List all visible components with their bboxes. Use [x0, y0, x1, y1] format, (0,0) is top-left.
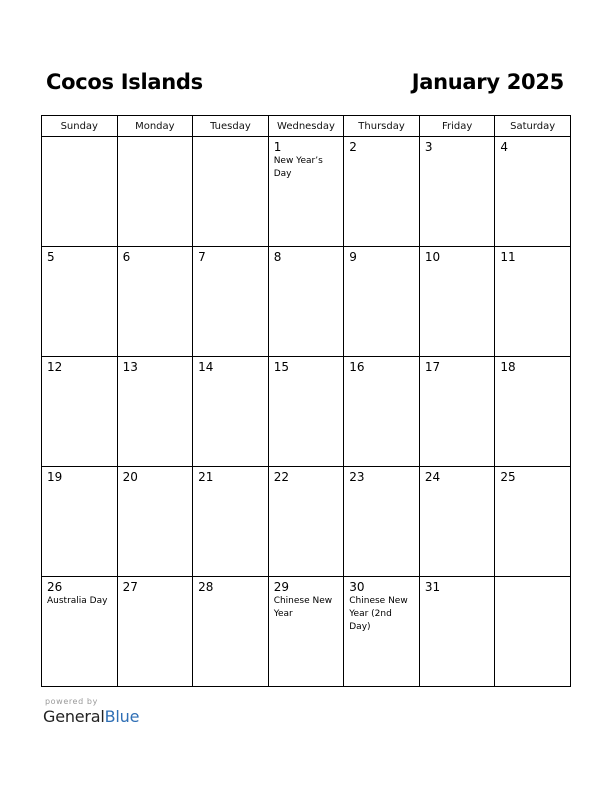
holiday-label	[420, 154, 495, 155]
day-number: 4	[500, 140, 509, 154]
holiday-label	[193, 140, 268, 141]
day-cell	[419, 247, 495, 357]
day-number: 9	[349, 250, 357, 264]
day-number: 27	[122, 580, 138, 594]
holiday-label	[269, 374, 344, 375]
holiday-label: Australia Day	[47, 596, 108, 606]
holiday-label	[193, 264, 268, 265]
day-cell	[117, 137, 193, 247]
day-cell	[193, 247, 269, 357]
day-cell	[42, 467, 118, 577]
holiday-label	[344, 264, 419, 265]
holiday-label: Chinese New Year	[273, 596, 333, 619]
holiday-label: Chinese New Year (2nd Day)	[349, 596, 408, 632]
day-cell	[117, 577, 193, 687]
day-number: 12	[47, 360, 63, 374]
day-cell	[495, 467, 571, 577]
day-cell	[193, 577, 269, 687]
week-row	[42, 357, 571, 467]
holiday-label	[269, 264, 344, 265]
holiday-label	[269, 484, 344, 485]
day-cell	[42, 357, 118, 467]
day-cell	[419, 577, 495, 687]
country-title: Cocos Islands	[46, 70, 203, 94]
holiday-label	[420, 374, 495, 375]
holiday-label	[118, 140, 193, 141]
day-number: 22	[273, 470, 289, 484]
holiday-label	[42, 374, 117, 375]
day-number: 29	[273, 580, 289, 594]
day-cell	[117, 357, 193, 467]
day-number: 2	[349, 140, 357, 154]
weekday-header: Monday	[117, 116, 193, 137]
holiday-label	[344, 484, 419, 485]
weekday-header: Saturday	[495, 116, 571, 137]
brand-name	[43, 707, 139, 727]
holiday-label	[118, 264, 193, 265]
day-cell	[495, 247, 571, 357]
day-number: 7	[198, 250, 206, 264]
holiday-label	[42, 264, 117, 265]
holiday-label	[420, 264, 495, 265]
brand-name-blue: Blue	[104, 707, 140, 726]
day-number: 21	[198, 470, 214, 484]
day-cell	[42, 577, 118, 687]
day-cell	[42, 247, 118, 357]
month-title: January 2025	[411, 70, 564, 94]
day-cell	[344, 577, 420, 687]
day-number: 25	[500, 470, 516, 484]
weekday-header: Thursday	[344, 116, 420, 137]
holiday-label	[193, 594, 268, 595]
holiday-label	[344, 154, 419, 155]
weekday-header-row	[42, 116, 571, 137]
weekday-header: Tuesday	[193, 116, 269, 137]
brand-name-general: General	[43, 707, 105, 726]
holiday-label: New Year’s Day	[273, 156, 323, 179]
day-cell	[268, 577, 344, 687]
day-number: 26	[47, 580, 63, 594]
holiday-label	[495, 264, 570, 265]
day-number: 10	[424, 250, 441, 264]
holiday-label	[118, 484, 193, 485]
day-number: 30	[349, 580, 365, 594]
day-cell	[193, 357, 269, 467]
holiday-label	[42, 484, 117, 485]
day-number: 11	[500, 250, 516, 264]
weekday-header: Wednesday	[268, 116, 344, 137]
day-cell	[268, 247, 344, 357]
day-cell	[344, 247, 420, 357]
brand-logo	[43, 697, 139, 727]
day-cell	[344, 357, 420, 467]
day-cell	[193, 137, 269, 247]
weekday-header: Sunday	[42, 116, 118, 137]
day-cell	[495, 357, 571, 467]
day-cell	[419, 137, 495, 247]
holiday-label	[118, 374, 193, 375]
day-number: 20	[122, 470, 138, 484]
day-number: 13	[122, 360, 138, 374]
calendar-grid	[41, 115, 571, 687]
powered-by-label: powered by	[45, 697, 98, 706]
day-cell	[268, 357, 344, 467]
day-number: 24	[424, 470, 441, 484]
day-cell	[42, 137, 118, 247]
day-cell	[344, 137, 420, 247]
day-cell	[117, 247, 193, 357]
day-number: 5	[47, 250, 55, 264]
holiday-label	[495, 580, 570, 581]
day-cell	[193, 467, 269, 577]
holiday-label	[495, 484, 570, 485]
holiday-label	[193, 484, 268, 485]
day-number: 18	[500, 360, 516, 374]
weekday-header: Friday	[419, 116, 495, 137]
day-cell	[268, 467, 344, 577]
week-row	[42, 247, 571, 357]
day-cell	[268, 137, 344, 247]
day-cell	[344, 467, 420, 577]
day-number: 23	[349, 470, 365, 484]
holiday-label	[495, 374, 570, 375]
day-number: 15	[273, 360, 289, 374]
day-number: 17	[424, 360, 441, 374]
holiday-label	[42, 140, 117, 141]
day-cell	[495, 577, 571, 687]
holiday-label	[420, 594, 495, 595]
day-number: 3	[424, 140, 433, 154]
day-cell	[117, 467, 193, 577]
day-number: 8	[273, 250, 282, 264]
day-number: 1	[273, 140, 282, 154]
day-cell	[495, 137, 571, 247]
day-number: 28	[198, 580, 214, 594]
day-number: 31	[424, 580, 441, 594]
day-cell	[419, 357, 495, 467]
holiday-label	[420, 484, 495, 485]
holiday-label	[495, 154, 570, 155]
day-number: 19	[47, 470, 63, 484]
week-row	[42, 467, 571, 577]
day-cell	[419, 467, 495, 577]
holiday-label	[118, 594, 193, 595]
holiday-label	[193, 374, 268, 375]
week-row	[42, 137, 571, 247]
day-number: 6	[122, 250, 131, 264]
week-row	[42, 577, 571, 687]
day-number: 16	[349, 360, 365, 374]
day-number: 14	[198, 360, 214, 374]
holiday-label	[344, 374, 419, 375]
